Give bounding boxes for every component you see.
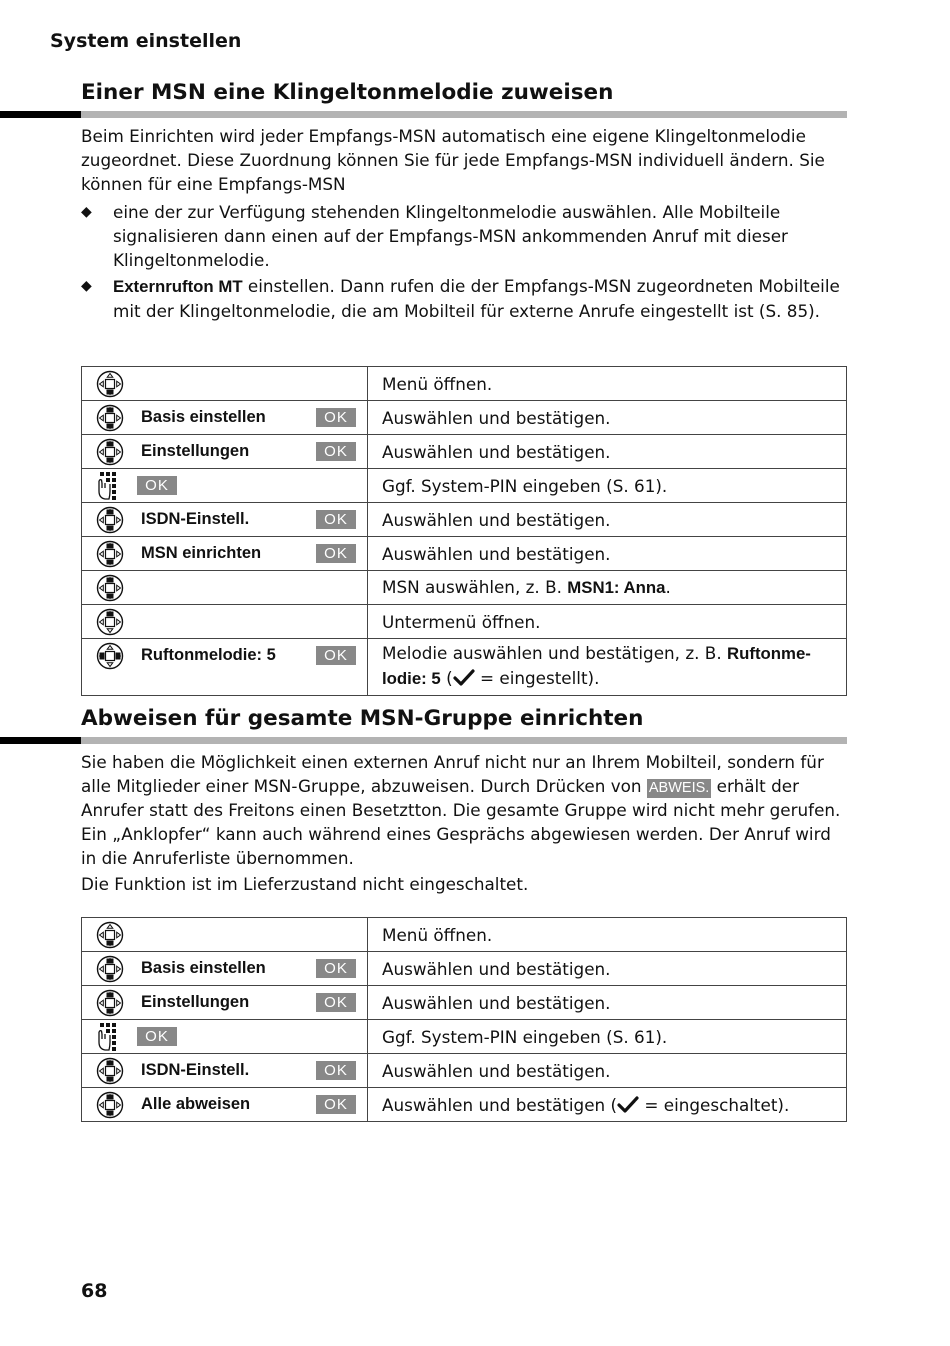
table-row	[82, 986, 847, 1020]
ok-key: OK	[316, 993, 356, 1012]
step-description: Auswählen und bestätigen.	[368, 952, 847, 986]
table-row	[82, 571, 847, 605]
nav-updown-icon	[96, 955, 124, 983]
page-number: 68	[81, 1280, 108, 1302]
nav-down-icon	[96, 921, 124, 949]
table-row	[82, 605, 847, 639]
checkmark-icon	[617, 1096, 639, 1114]
table-row	[82, 469, 847, 503]
nav-updown-icon	[96, 1091, 124, 1119]
keypad-icon	[96, 471, 130, 501]
step-description: Auswählen und bestätigen.	[368, 435, 847, 469]
nav-updown-icon	[96, 540, 124, 568]
title-rule-grey	[81, 111, 847, 118]
section-title-msn-melody: Einer MSN eine Klingeltonmelodie zuweisen	[81, 80, 614, 105]
table-row	[82, 537, 847, 571]
step-description: Untermenü öffnen.	[368, 605, 847, 639]
table-row	[82, 435, 847, 469]
menu-item-label: Einstellungen	[141, 442, 250, 460]
ok-key: OK	[316, 646, 356, 665]
step-description: Auswählen und bestätigen.	[368, 401, 847, 435]
section-title-reject-group: Abweisen für gesamte MSN-Gruppe einrichten	[81, 706, 644, 731]
nav-updown-icon	[96, 404, 124, 432]
step-description: Menü öffnen.	[368, 918, 847, 952]
bullet-item	[81, 274, 851, 346]
ok-key: OK	[316, 544, 356, 563]
table-row	[82, 367, 847, 401]
ok-key: OK	[316, 959, 356, 978]
diamond-bullet-icon: ◆	[81, 278, 92, 294]
steps-table-2	[81, 917, 847, 1122]
default-state-note: Die Funktion ist im Lieferzustand nicht eingeschaltet.	[81, 874, 529, 894]
nav-up-icon	[96, 608, 124, 636]
table-row	[82, 1054, 847, 1088]
nav-leftright-icon	[96, 642, 124, 670]
step-description: MSN auswählen, z. B. MSN1: Anna.	[368, 571, 847, 605]
ok-key: OK	[137, 1027, 177, 1046]
step-description: Auswählen und bestätigen.	[368, 503, 847, 537]
table-row	[82, 1020, 847, 1054]
checkmark-icon	[453, 669, 475, 687]
nav-down-icon	[96, 370, 124, 398]
ok-key: OK	[316, 1061, 356, 1080]
nav-updown-icon	[96, 989, 124, 1017]
title-rule-black	[0, 111, 81, 118]
menu-item-label: Alle abweisen	[141, 1095, 251, 1113]
steps-table-1	[81, 366, 847, 696]
section-header: System einstellen	[50, 30, 242, 52]
table-row	[82, 1088, 847, 1122]
step-description: Auswählen und bestätigen ( = eingeschaltet).	[368, 1088, 847, 1122]
menu-item-label: MSN einrichten	[141, 544, 262, 562]
keypad-icon	[96, 1022, 130, 1052]
title-rule-black	[0, 737, 81, 744]
diamond-bullet-icon: ◆	[81, 204, 92, 220]
menu-item-label: Basis einstellen	[141, 408, 266, 426]
table-row	[82, 503, 847, 537]
ok-key: OK	[137, 476, 177, 495]
nav-updown-icon	[96, 1057, 124, 1085]
step-description: Auswählen und bestätigen.	[368, 537, 847, 571]
table-row	[82, 952, 847, 986]
step-description: Menü öffnen.	[368, 367, 847, 401]
bullet-item	[81, 200, 851, 272]
menu-item-label: Einstellungen	[141, 993, 250, 1011]
nav-updown-icon	[96, 506, 124, 534]
nav-updown-icon	[96, 574, 124, 602]
title-rule-grey	[81, 737, 847, 744]
menu-item-label: Ruftonmelodie: 5	[141, 646, 276, 664]
ok-key: OK	[316, 408, 356, 427]
ok-key: OK	[316, 1095, 356, 1114]
intro-paragraph: Beim Einrichten wird jeder Empfangs-MSN automatisch eine eigene Klingeltonmelodie zugeordnet. Diese Zuordnung können Sie für jede Empfangs-MSN individuell ändern. Sie können für eine Empfangs-MSN	[81, 126, 825, 194]
ok-key: OK	[316, 510, 356, 529]
bullet-text: eine der zur Verfügung stehenden Klingeltonmelodie auswählen. Alle Mobilteile signalisieren dann einen auf der Empfangs-MSN ankommenden Anruf mit dieser Klingeltonmelodie.	[113, 202, 788, 270]
table-row	[82, 401, 847, 435]
bullet-text: einstellen. Dann rufen die der Empfangs-MSN zugeordneten Mobilteile mit der Klingeltonmelodie, die am Mobilteil für externe Anrufe eingestellt ist (S. 85).	[113, 276, 840, 321]
step-description: Auswählen und bestätigen.	[368, 1054, 847, 1088]
nav-updown-icon	[96, 438, 124, 466]
menu-item-label: ISDN-Einstell.	[141, 1061, 250, 1079]
menu-item-label: ISDN-Einstell.	[141, 510, 250, 528]
example-value: MSN1: Anna	[567, 578, 666, 597]
ok-key: OK	[316, 442, 356, 461]
bullet-bold-term: Externrufton MT	[113, 277, 243, 296]
table-row	[82, 918, 847, 952]
reject-paragraph: Sie haben die Möglichkeit einen externen Anruf nicht nur an Ihrem Mobilteil, sondern für alle Mitglieder einer MSN-Gruppe, abzuweisen. Durch Drücken von ABWEIS. erhält der Anrufer statt des Freitons einen Besetztton. Die gesamte Gruppe wird nicht mehr gerufen. Ein „Anklopfer“ kann auch während eines Gesprächs abgewiesen werden. Der Anruf wird in die Anruferliste übernommen.	[81, 752, 841, 868]
table-row	[82, 639, 847, 696]
abweis-softkey: ABWEIS.	[648, 780, 710, 796]
step-description: Ggf. System-PIN eingeben (S. 61).	[368, 469, 847, 503]
menu-item-label: Basis einstellen	[141, 959, 266, 977]
step-description: Ggf. System-PIN eingeben (S. 61).	[368, 1020, 847, 1054]
step-description: Melodie auswählen und bestätigen, z. B. Ruftonme- lodie: 5 ( = eingestellt).	[368, 639, 847, 696]
step-description: Auswählen und bestätigen.	[368, 986, 847, 1020]
